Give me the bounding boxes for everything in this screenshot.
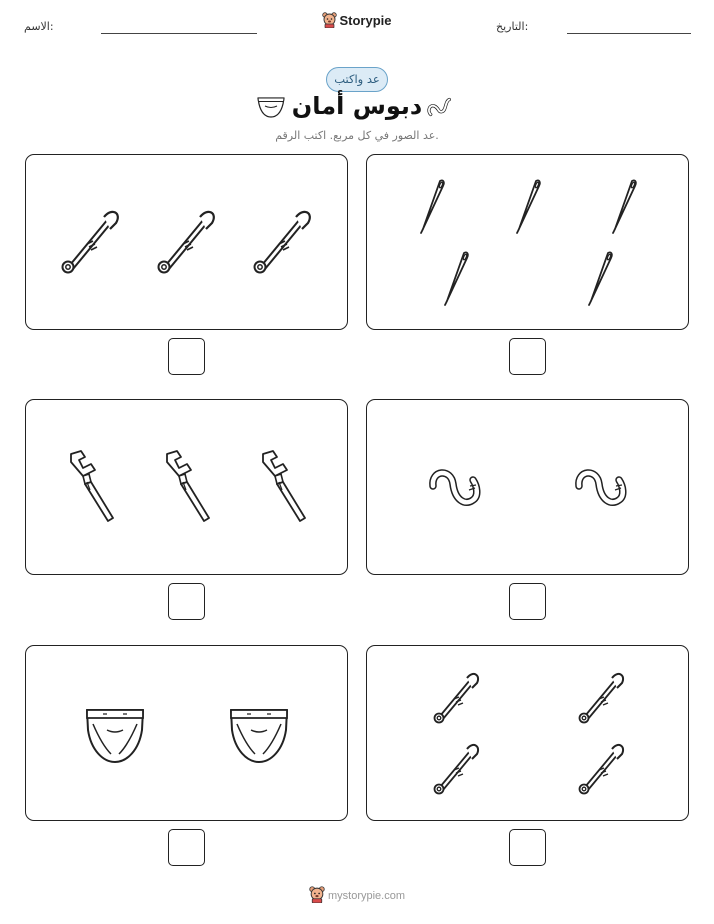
- answer-box-5[interactable]: [168, 829, 205, 866]
- needle-icon: [517, 180, 540, 233]
- diaper-icon: [231, 710, 287, 762]
- safety-pin-icon: [580, 745, 624, 794]
- pipe-wrench-icon: [263, 451, 305, 521]
- answer-box-1[interactable]: [168, 338, 205, 375]
- exercise-card-wrenches-3: [25, 399, 348, 575]
- activity-badge: عد واكتب: [326, 67, 388, 92]
- safety-pin-icon: [255, 212, 310, 273]
- storypie-logo-icon: [309, 886, 325, 906]
- name-label: الاسم:: [24, 20, 54, 33]
- brand-header: [0, 12, 714, 31]
- answer-box-4[interactable]: [509, 583, 546, 620]
- safety-pin-icon: [435, 745, 479, 794]
- diaper-icon: [256, 95, 286, 123]
- curved-pin-icon: [433, 473, 477, 502]
- exercise-card-needles-5: [366, 154, 689, 330]
- pipe-wrench-icon: [167, 451, 209, 521]
- name-field[interactable]: [101, 33, 257, 34]
- needle-icon: [421, 180, 444, 233]
- diaper-icon: [87, 710, 143, 762]
- exercise-card-diapers-2: [25, 645, 348, 821]
- safety-pin-icon: [580, 674, 624, 723]
- curved-pin-icon: [426, 95, 454, 123]
- footer: [0, 886, 714, 906]
- exercise-card-curved-pins-2: [366, 399, 689, 575]
- safety-pin-icon: [63, 212, 118, 273]
- answer-box-2[interactable]: [509, 338, 546, 375]
- storypie-logo-icon: [322, 12, 337, 31]
- pipe-wrench-icon: [71, 451, 113, 521]
- safety-pin-icon: [159, 212, 214, 273]
- date-field[interactable]: [567, 33, 691, 34]
- date-label: التاريخ:: [496, 20, 529, 33]
- answer-box-3[interactable]: [168, 583, 205, 620]
- needle-icon: [613, 180, 636, 233]
- answer-box-6[interactable]: [509, 829, 546, 866]
- curved-pin-icon: [579, 473, 623, 502]
- needle-icon: [445, 252, 468, 305]
- safety-pin-icon: [435, 674, 479, 723]
- instructions: عد الصور في كل مربع. اكتب الرقم.: [275, 129, 439, 142]
- brand-name: Storypie: [339, 12, 392, 28]
- needle-icon: [589, 252, 612, 305]
- exercise-card-safety-pins-3: [25, 154, 348, 330]
- page-title: دبوس أمان: [291, 92, 423, 120]
- footer-url: mystorypie.com: [327, 889, 406, 902]
- exercise-card-safety-pins-4: [366, 645, 689, 821]
